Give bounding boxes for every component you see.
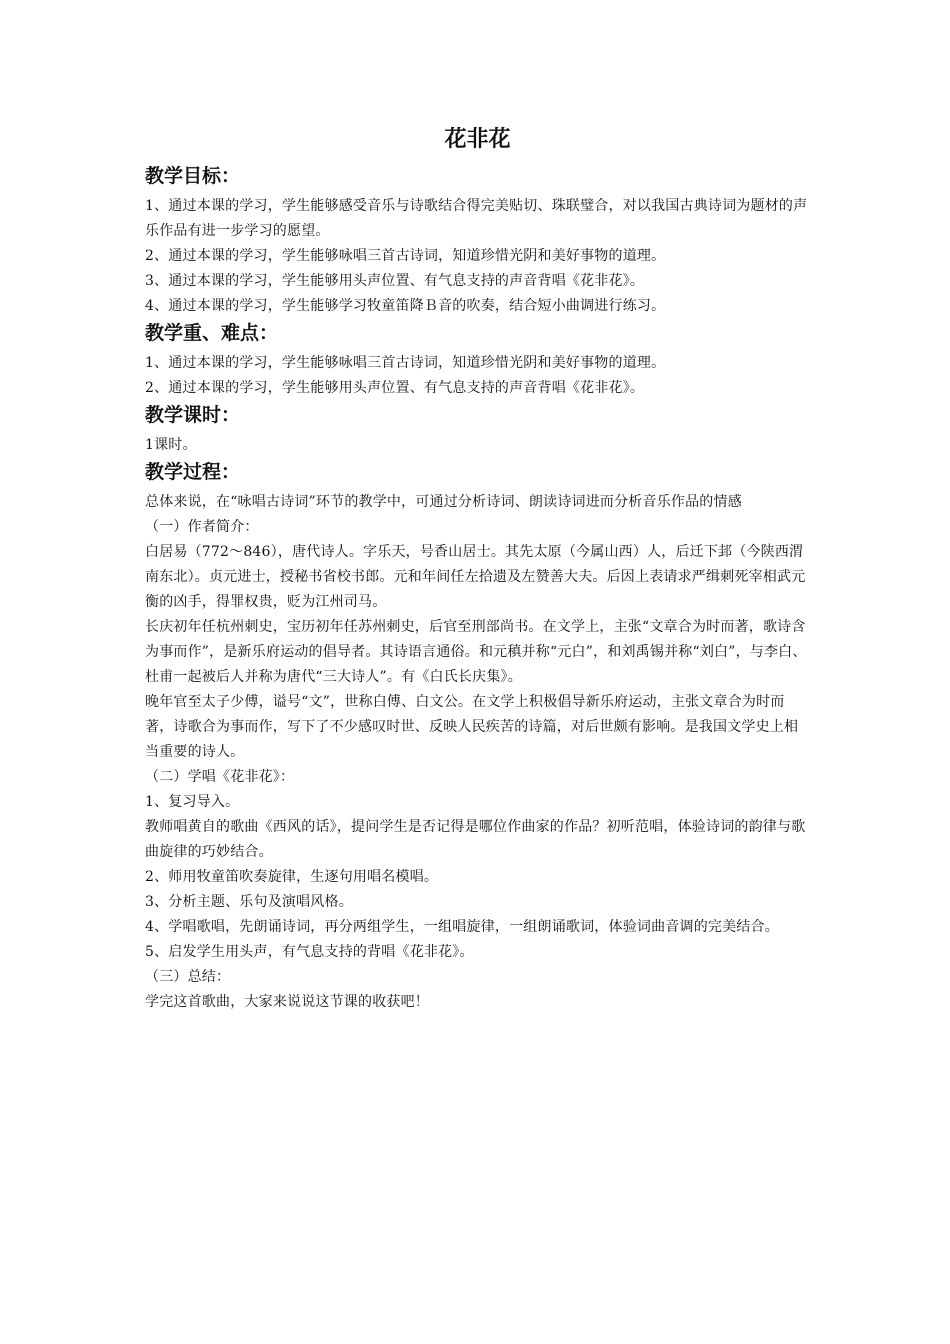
objectives-heading: 教学目标： <box>145 165 241 187</box>
learn-label: （二）学唱《花非花》： <box>145 769 295 785</box>
key-point-item: 1、通过本课的学习，学生能够咏唱三首古诗词，知道珍惜光阴和美好事物的道理。 <box>145 355 666 371</box>
learn-step: 2、师用牧童笛吹奏旋律，生逐句用唱名模唱。 <box>145 869 439 885</box>
learn-step: 教师唱黄自的歌曲《西风的话》，提问学生是否记得是哪位作曲家的作品？初听范唱，体验诗词的韵律与歌曲旋律的巧妙结合。 <box>145 819 806 860</box>
class-hours-text: 1课时。 <box>145 437 197 453</box>
learn-step: 4、学唱歌唱，先朗诵诗词，再分两组学生，一组唱旋律，一组朗诵歌词，体验词曲音调的完美结合。 <box>145 919 779 935</box>
process-heading: 教学过程： <box>145 461 241 483</box>
objective-item: 1、通过本课的学习，学生能够感受音乐与诗歌结合得完美贴切、珠联璧合，对以我国古典诗词为题材的声乐作品有进一步学习的愿望。 <box>145 198 808 239</box>
objective-item: 3、通过本课的学习，学生能够用头声位置、有气息支持的声音背唱《花非花》。 <box>145 273 645 289</box>
class-hours-heading: 教学课时： <box>145 404 241 426</box>
author-paragraph: 晚年官至太子少傅，谥号“文”，世称白傅、白文公。在文学上积极倡导新乐府运动，主张文章合为时而著，诗歌合为事而作，写下了不少感叹时世、反映人民疾苦的诗篇，对后世颇有影响。是我国文学史上相当重要的诗人。 <box>145 694 799 760</box>
summary-text: 学完这首歌曲，大家来说说这节课的收获吧！ <box>145 994 429 1010</box>
key-points-heading: 教学重、难点： <box>145 322 279 344</box>
author-paragraph: 白居易（772～846），唐代诗人。字乐天，号香山居士。其先太原（今属山西）人，后迁下邽（今陕西渭南东北）。贞元进士，授秘书省校书郎。元和年间任左拾遗及左赞善大夫。后因上表请求严缉刺死宰相武元衡的凶手，得罪权贵，贬为江州司马。 <box>145 544 806 610</box>
key-point-item: 2、通过本课的学习，学生能够用头声位置、有气息支持的声音背唱《花非花》。 <box>145 380 645 396</box>
author-label: （一）作者简介： <box>145 519 259 535</box>
learn-step: 1、复习导入。 <box>145 794 240 810</box>
document-page <box>145 124 810 1015</box>
objective-item: 2、通过本课的学习，学生能够咏唱三首古诗词，知道珍惜光阴和美好事物的道理。 <box>145 248 666 264</box>
learn-step: 5、启发学生用头声，有气息支持的背唱《花非花》。 <box>145 944 474 960</box>
summary-label: （三）总结： <box>145 969 231 985</box>
learn-step: 3、分析主题、乐句及演唱风格。 <box>145 894 353 910</box>
process-intro: 总体来说，在“咏唱古诗词”环节的教学中，可通过分析诗词、朗读诗词进而分析音乐作品的情感 <box>145 494 742 510</box>
objective-item: 4、通过本课的学习，学生能够学习牧童笛降Ｂ音的吹奏，结合短小曲调进行练习。 <box>145 298 666 314</box>
author-paragraph: 长庆初年任杭州刺史，宝历初年任苏州刺史，后官至刑部尚书。在文学上，主张“文章合为时而著，歌诗含为事而作”，是新乐府运动的倡导者。其诗语言通俗。和元稹并称“元白”，和刘禹锡并称“刘白”，与李白、杜甫一起被后人并称为唐代“三大诗人”。有《白氏长庆集》。 <box>145 619 807 685</box>
document-title: 花非花 <box>444 127 511 152</box>
